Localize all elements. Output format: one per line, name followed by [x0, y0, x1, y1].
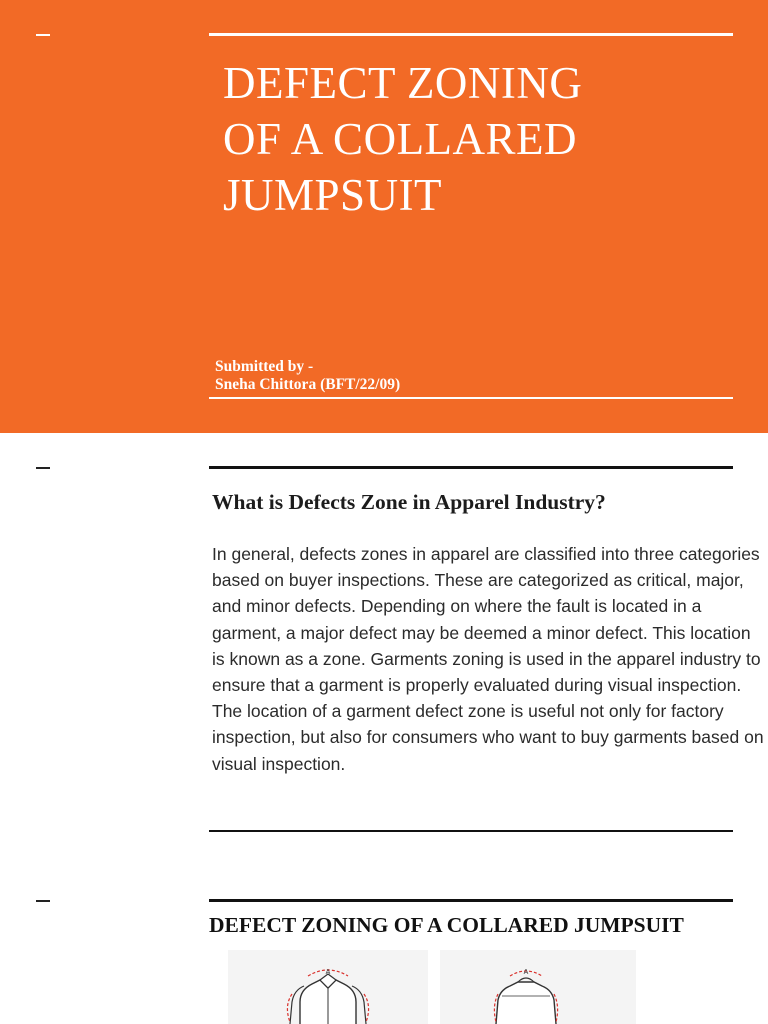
- cover-title-line: OF A COLLARED: [223, 114, 578, 164]
- slide-marker-dash: [36, 467, 50, 469]
- cover-title-line: DEFECT ZONING: [223, 58, 583, 108]
- jumpsuit-back-figure: [440, 950, 636, 1024]
- cover-bottom-rule: [209, 397, 733, 399]
- cover-top-rule: [209, 33, 733, 36]
- section-heading: What is Defects Zone in Apparel Industry?: [212, 490, 606, 514]
- cover-title: [223, 55, 723, 223]
- jumpsuit-front-zoning-icon: [228, 950, 428, 1024]
- section-top-rule: [209, 466, 733, 469]
- cover-title-line: JUMPSUIT: [223, 170, 443, 220]
- cover-slide: [0, 0, 768, 433]
- body-paragraph: In general, defects zones in apparel are classified into three categories based on buyer inspections. These are categorized as critical, major, and minor defects. Depending on where the fault is located in a garment, a major defect may be deemed a minor defect. This location is known as a zone. Garments zoning is used in the apparel industry to ensure that a garment is properly evaluated during visual inspection. The location of a garment defect zone is useful not only for factory inspection, but also for consumers who want to buy garments based on visual inspection.: [212, 544, 764, 774]
- submitted-label: Submitted by -: [215, 358, 314, 375]
- zoning-top-rule: [209, 899, 733, 902]
- zoning-heading: DEFECT ZONING OF A COLLARED JUMPSUIT: [209, 913, 684, 937]
- zone-label: A: [325, 969, 331, 976]
- submitted-by-block: [215, 358, 400, 394]
- jumpsuit-front-figure: [228, 950, 428, 1024]
- slide-marker-dash: [36, 34, 50, 36]
- slide-marker-dash: [36, 900, 50, 902]
- author-name: Sneha Chittora (BFT/22/09): [215, 376, 401, 393]
- jumpsuit-back-zoning-icon: [440, 950, 636, 1024]
- section-bottom-rule: [209, 830, 733, 832]
- zone-label: A: [523, 969, 529, 976]
